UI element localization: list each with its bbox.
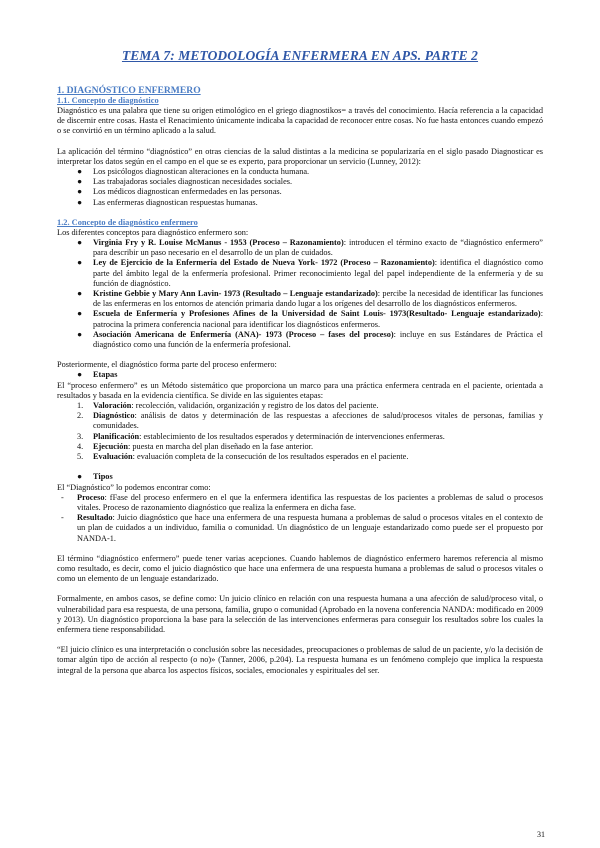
bullet-icon: ● xyxy=(77,289,83,299)
document-page xyxy=(57,48,543,676)
list-item: - Resultado: Juicio diagnóstico que hace una enfermera de una respuesta humana a problemas de salud o procesos vitales en el contexto de un plan de cuidados a un individuo, familia o comunidad. Un diagnóstico de un lenguaje estandarizado como puede ser el propuesto por NANDA-1. xyxy=(61,513,543,543)
section-heading-diagnostico: 1. DIAGNÓSTICO ENFERMERO xyxy=(57,85,201,96)
list-item: 5. Evaluación: evaluación completa de la consecución de los resultados esperados en el paciente. xyxy=(77,452,409,462)
list-item: 2. Diagnóstico: análisis de datos y determinación de las respuestas a afecciones de salud/procesos vitales de personas, familias y comunidades. xyxy=(77,411,543,431)
dash-icon: - xyxy=(61,513,64,523)
list-item: ● Tipos xyxy=(77,472,113,482)
bullet-icon: ● xyxy=(77,167,83,177)
list-item: 1. Valoración: recolección, validación, organización y registro de los datos del paciente. xyxy=(77,401,379,411)
paragraph-definicion: Formalmente, en ambos casos, se define como: Un juicio clínico en relación con una respuesta humana a una afección de salud/proceso vital, o vulnerabilidad para esa respuesta, de una persona, familia, grupo o comunidad (Aprobado en la novena conferencia NANDA: modificado en 2009 y 2013). Un diagnóstico proporciona la base para la selección de las intervenciones enfermeras para conseguir los resultados sobre los cuales la enfermera tiene responsabilidad. xyxy=(57,594,543,634)
list-item: 4. Ejecución: puesta en marcha del plan diseñado en la fase anterior. xyxy=(77,441,314,451)
dash-list-tipos xyxy=(57,493,543,544)
bullet-icon: ● xyxy=(77,370,83,380)
dash-icon: - xyxy=(61,492,64,502)
subsection-heading-concepto: 1.1. Concepto de diagnóstico xyxy=(57,96,159,105)
list-item: ● Kristine Gebbie y Mary Ann Lavin- 1973 (Resultado – Lenguaje estandarizado): percibe la necesidad de identificar las funciones de las enfermeras en los entornos de atención primaria dando lugar a los orígenes del desarrollo de los diagnósticos enfermeros. xyxy=(77,289,543,309)
list-item: ● Asociación Americana de Enfermería (ANA)- 1973 (Proceso – fases del proceso): incluye en sus Estándares de Práctica el diagnóstico como una función de la enfermería profesional. xyxy=(77,329,543,350)
page-number: 31 xyxy=(537,830,545,839)
paragraph-juicio-clinico: “El juicio clínico es una interpretación o conclusión sobre las necesidades, preocupaciones o problemas de salud de un paciente, y/o la decisión de tomar algún tipo de acción al respecto (o no)» (Tanner, 2006, p.204). La respuesta humana es un fenómeno complejo que implica la respuesta integral de la persona que abarca los aspectos físicos, sociales, emocionales y espirituales del ser. xyxy=(57,645,543,675)
list-item: ● Los psicólogos diagnostican alteraciones en la conducta humana. xyxy=(77,167,310,177)
list-item: ● Ley de Ejercicio de la Enfermería del Estado de Nueva York- 1972 (Proceso – Razonamiento): identifica el diagnóstico como parte del ámbito legal de la enfermería profesional. Primer reconocimiento legal del papel independiente de la enfermería y de su función de diagnóstico. xyxy=(77,258,544,288)
bullet-icon: ● xyxy=(77,177,83,187)
bullet-tipos xyxy=(57,472,543,482)
paragraph-etimologia: Diagnóstico es una palabra que tiene su origen etimológico en el griego diagnostikos= a través del conocimiento. Hacía referencia a la capacidad de discernir entre cosas. Hasta el Renacimiento únicamente indicaba la capacidad de reconocer entre cosas. No fue hasta entonces cuando empezó o se convirtió en un término aplicado a la salud. xyxy=(57,106,543,136)
list-item: ● Escuela de Enfermería y Profesiones Afines de la Universidad de Saint Louis- 1973(Resultado- Lenguaje estandarizado): patrocina la primera conferencia nacional para identificar los diagnósticos enfermeros. xyxy=(77,309,543,329)
bullet-icon: ● xyxy=(77,187,83,197)
list-item: ● Virginia Fry y R. Louise McManus - 1953 (Proceso – Razonamiento): introducen el término exacto de “diagnóstico enfermero” para describir un paso necesario en el desarrollo de un plan de cuidados. xyxy=(77,238,543,258)
bullet-list-conceptos xyxy=(57,238,543,350)
bullet-icon: ● xyxy=(77,309,83,319)
bullet-icon: ● xyxy=(77,258,83,268)
bullet-icon: ● xyxy=(77,472,83,482)
list-item: ● Etapas xyxy=(77,370,118,380)
bullet-etapas xyxy=(57,370,543,380)
bullet-icon: ● xyxy=(77,329,83,339)
paragraph-acepciones: El término “diagnóstico enfermero” puede tener varias acepciones. Cuando hablemos de diagnóstico enfermero haremos referencia al mismo como resultado, es decir, como el juicio diagnóstico que hace una enfermera de una respuesta humana a problemas de salud o procesos vitales o como un elemento de un lenguaje estandarizado. xyxy=(57,553,543,584)
paragraph-aplicacion: La aplicación del término “diagnóstico” en otras ciencias de la salud distintas a la medicina se popularizaría en el siglo pasado Diagnosticar es interpretar los datos según en el campo en el que se es experto, para proporcionar un servicio (Lunney, 2012): xyxy=(57,146,543,166)
paragraph-conceptos-intro: Los diferentes conceptos para diagnóstico enfermero son: xyxy=(57,227,249,237)
list-item: ● Las enfermeras diagnostican respuestas humanas. xyxy=(77,197,258,207)
numbered-list-etapas xyxy=(57,401,543,462)
paragraph-etapas: El “proceso enfermero” es un Método sistemático que proporciona un marco para una práctica enfermera centrada en el paciente, orientada a resultados y basada en la evidencia científica. Se divide en las siguientes etapas: xyxy=(57,380,543,400)
list-item: ● Los médicos diagnostican enfermedades en las personas. xyxy=(77,187,282,197)
list-item: ● Las trabajadoras sociales diagnostican necesidades sociales. xyxy=(77,177,293,187)
bullet-icon: ● xyxy=(77,238,83,248)
paragraph-tipos-intro: El “Diagnóstico” lo podemos encontrar como: xyxy=(57,482,211,492)
paragraph-proceso-intro: Posteriormente, el diagnóstico forma parte del proceso enfermero: xyxy=(57,360,277,370)
bullet-icon: ● xyxy=(77,197,83,207)
list-item: - Proceso: fFase del proceso enfermero en el que la enfermera identifica las respuestas de los pacientes a problemas de salud o procesos vitales. Proceso de razonamiento diagnóstico que realiza la enfermera en dicha fase. xyxy=(61,492,543,512)
bullet-list-diagnosticos xyxy=(57,167,543,208)
list-item: 3. Planificación: establecimiento de los resultados esperados y determinación de intervenciones enfermeras. xyxy=(77,431,445,441)
page-title: TEMA 7: METODOLOGÍA ENFERMERA EN APS. PARTE 2 xyxy=(121,48,479,63)
subsection-heading-concepto-enfermero: 1.2. Concepto de diagnóstico enfermero xyxy=(57,217,198,227)
